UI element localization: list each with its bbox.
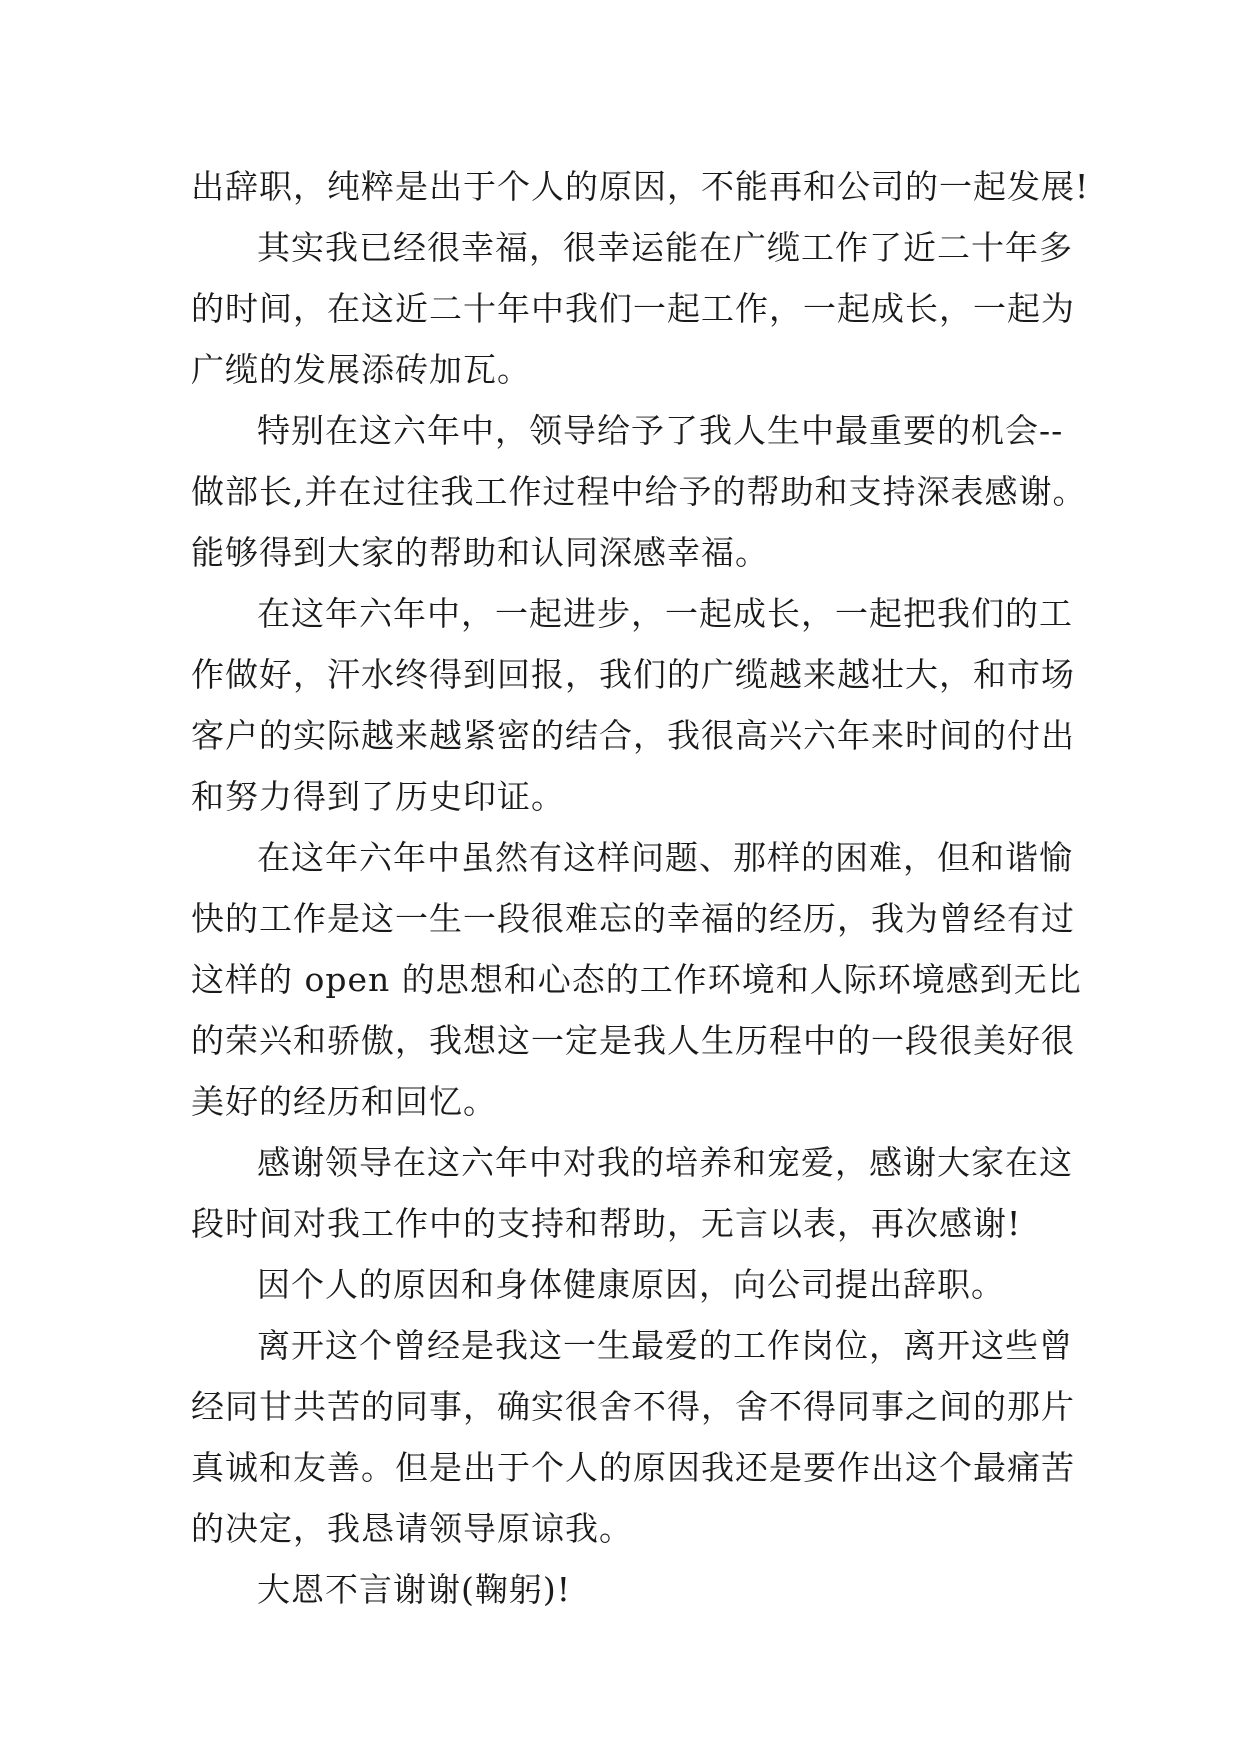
text-line: 能够得到大家的帮助和认同深感幸福。 [191,533,769,572]
paragraph-start-line: 因个人的原因和身体健康原因，向公司提出辞职。 [257,1265,1005,1304]
text-line: 美好的经历和回忆。 [191,1082,497,1121]
text-line: 和努力得到了历史印证。 [191,777,565,816]
text-line: 真诚和友善。但是出于个人的原因我还是要作出这个最痛苦 [191,1448,1075,1487]
paragraph-start-line: 在这年六年中虽然有这样问题、那样的困难，但和谐愉 [257,838,1073,877]
closing-line: 大恩不言谢谢(鞠躬)! [257,1570,572,1609]
text-line: 快的工作是这一生一段很难忘的幸福的经历，我为曾经有过 [191,899,1075,938]
text-line: 段时间对我工作中的支持和帮助，无言以表，再次感谢! [191,1204,1022,1243]
text-line: 的时间，在这近二十年中我们一起工作，一起成长，一起为 [191,289,1075,328]
text-line: 客户的实际越来越紧密的结合，我很高兴六年来时间的付出 [191,716,1075,755]
text-line: 经同甘共苦的同事，确实很舍不得，舍不得同事之间的那片 [191,1387,1075,1426]
text-line: 的荣兴和骄傲，我想这一定是我人生历程中的一段很美好很 [191,1021,1075,1060]
text-line: 做部长,并在过往我工作过程中给予的帮助和支持深表感谢。 [191,472,1087,511]
letter-body [191,156,1090,1620]
text-line: 广缆的发展添砖加瓦。 [191,350,531,389]
text-line: 出辞职，纯粹是出于个人的原因，不能再和公司的一起发展! [191,167,1090,206]
text-line: 这样的 open 的思想和心态的工作环境和人际环境感到无比 [191,960,1082,999]
text-line: 的决定，我恳请领导原谅我。 [191,1509,633,1548]
text-line: 作做好，汗水终得到回报，我们的广缆越来越壮大，和市场 [191,655,1075,694]
paragraph-start-line: 感谢领导在这六年中对我的培养和宠爱，感谢大家在这 [257,1143,1073,1182]
paragraph-start-line: 其实我已经很幸福，很幸运能在广缆工作了近二十年多 [257,228,1073,267]
paragraph-start-line: 在这年六年中，一起进步，一起成长，一起把我们的工 [257,594,1073,633]
paragraph-start-line: 特别在这六年中，领导给予了我人生中最重要的机会-- [257,411,1064,450]
paragraph-start-line: 离开这个曾经是我这一生最爱的工作岗位，离开这些曾 [257,1326,1073,1365]
